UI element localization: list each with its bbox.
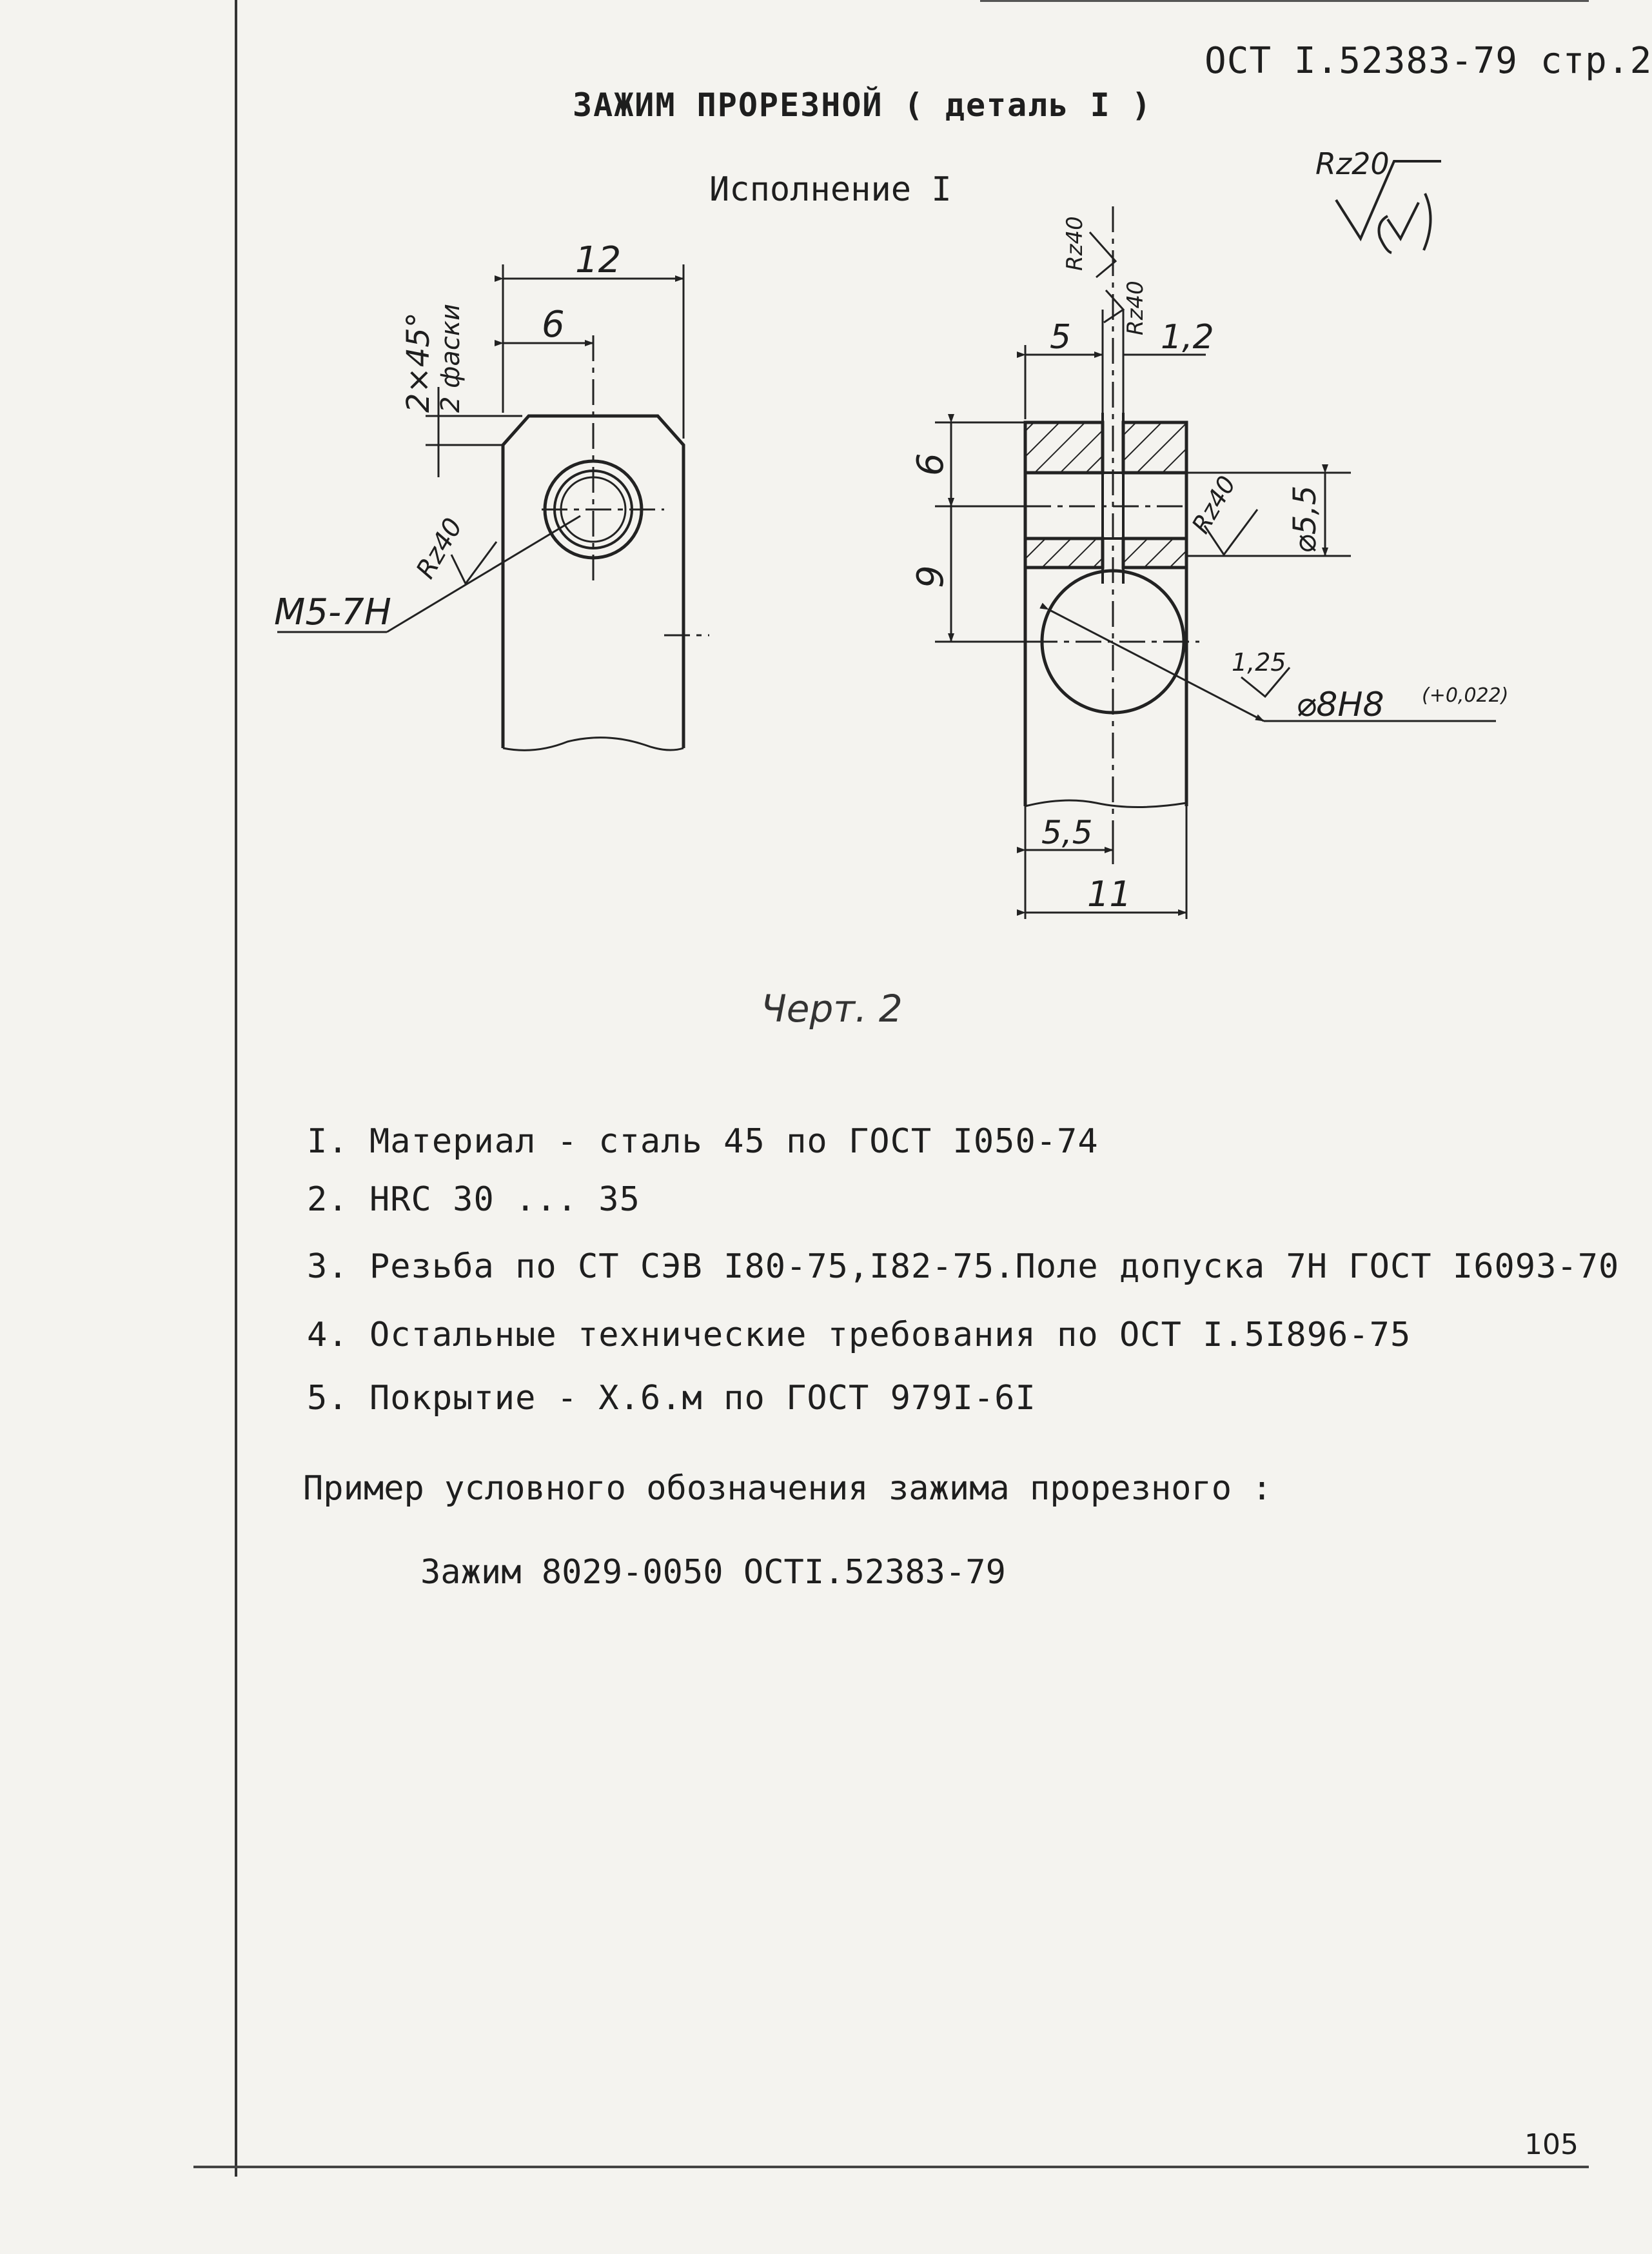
example-designation: Зажим 8029-0050 ОСТI.52383-79 [420,1553,1006,1592]
dim-5-5: 5,5 [1041,814,1093,851]
note-number: 2. [307,1180,349,1219]
dim-6: 6 [542,304,565,346]
hole-roughness: Rz40 [1186,471,1242,539]
bore-tolerance: (+0,022) [1422,684,1509,707]
note-number: I. [307,1122,349,1161]
drawing-caption: Черт. 2 [761,987,903,1031]
dim-1-2: 1,2 [1161,318,1214,357]
thread-roughness: Rz40 [410,513,469,584]
note-text: Резьба по СТ СЭВ I80-75,I82-75.Поле допуска 7Н ГОСТ I6093-70 [369,1247,1620,1286]
dim-5: 5 [1050,318,1072,357]
note-4 [307,1316,1411,1354]
note-number: 4. [307,1316,349,1354]
left-view [277,264,709,750]
note-1 [307,1122,1099,1161]
note-text: Покрытие - Х.6.м по ГОСТ 979I-6I [369,1379,1036,1418]
thread-label: М5-7Н [274,591,391,633]
slot-side-roughness: Rz40 [1123,281,1148,335]
document-code: ОСТ I.52383-79 стр.2 [1205,40,1652,82]
chamfer-count: 2 фаски [436,303,466,413]
note-3 [307,1247,1619,1286]
note-text: Остальные технические требования по ОСТ I.5I896-75 [369,1316,1411,1354]
note-2 [307,1180,640,1219]
right-view [935,206,1496,919]
note-text: HRC 30 ... 35 [369,1180,640,1219]
dim-11: 11 [1087,874,1132,914]
dim-left-6: 6 [910,453,952,476]
chamfer-note: 2×45° [400,312,437,413]
note-5 [307,1379,1036,1418]
page-number: 105 [1524,2128,1578,2161]
note-number: 5. [307,1379,349,1418]
slot-top-roughness: Rz40 [1062,216,1088,271]
note-number: 3. [307,1247,349,1286]
dim-left-9: 9 [910,565,952,588]
roughness-rz20: Rz20 [1315,146,1390,181]
bore-label: ⌀8Н8 [1296,686,1384,724]
bore-roughness: 1,25 [1232,648,1286,677]
dim-12: 12 [575,239,622,281]
variant-label: Исполнение I [709,170,952,209]
page-title: ЗАЖИМ ПРОРЕЗНОЙ ( деталь I ) [573,86,1152,124]
dim-d5-5: ⌀5,5 [1287,485,1323,553]
example-title: Пример условного обозначения зажима прорезного : [303,1469,1272,1508]
note-text: Материал - сталь 45 по ГОСТ I050-74 [369,1122,1099,1161]
